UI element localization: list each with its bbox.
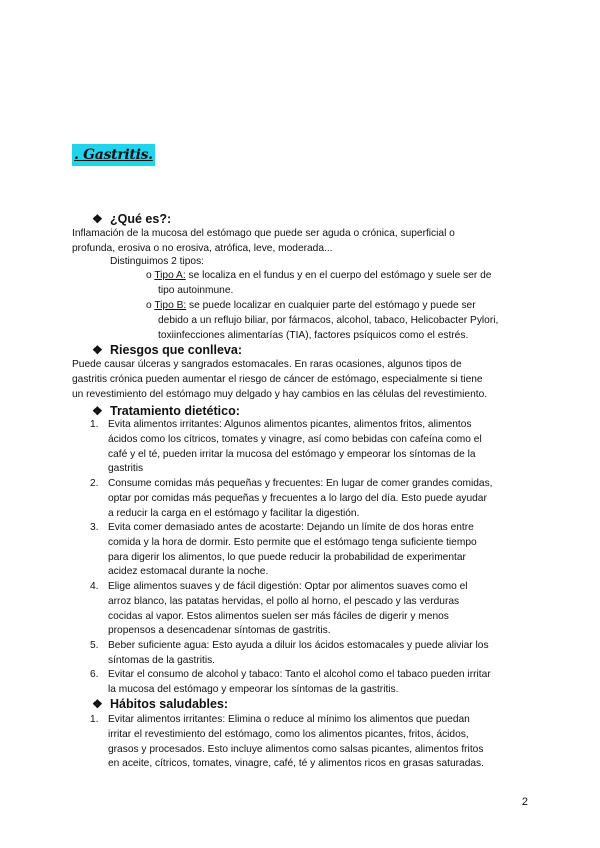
type-a: o Tipo A: se localiza en el fundus y en el cuerpo del estómago y suele ser de tipo autoinmune. [146,270,492,296]
diamond-bullet-icon: ❖ [92,697,103,711]
what-paragraph: Inflamación de la mucosa del estómago que puede ser aguda o crónica, superficial o profunda, erosiva o no erosiva, atrófica, leve, moderada... [72,228,455,254]
section-heading-diet: ❖ Tratamiento dietético: [92,404,240,418]
type-b: o Tipo B: se puede localizar en cualquier parte del estómago y puede ser debido a un reflujo biliar, por fármacos, alcohol, tabaco, Helicobacter Pylori, toxiinfecciones alimentarías (TIA), factores psíquicos como el estrés. [146,300,499,341]
page-title: . Gastritis. [72,144,155,166]
page-number: 2 [521,796,528,808]
diamond-bullet-icon: ❖ [92,343,103,357]
section-heading-habits: ❖ Hábitos saludables: [92,697,229,711]
types-intro: Distinguimos 2 tipos: [110,256,204,267]
section-heading-risks: ❖ Riesgos que conlleva: [92,343,242,357]
section-heading-what: ❖ ¿Qué es?: [92,212,172,226]
diamond-bullet-icon: ❖ [92,212,103,226]
risks-paragraph: Puede causar úlceras y sangrados estomacales. En raras ocasiones, algunos tipos de gastritis crónica pueden aumentar el riesgo de cáncer de estómago, especialmente si tiene un revestimiento del estómago muy delgado y hay cambios en las células del revestimiento. [72,359,488,400]
diamond-bullet-icon: ❖ [92,404,103,418]
